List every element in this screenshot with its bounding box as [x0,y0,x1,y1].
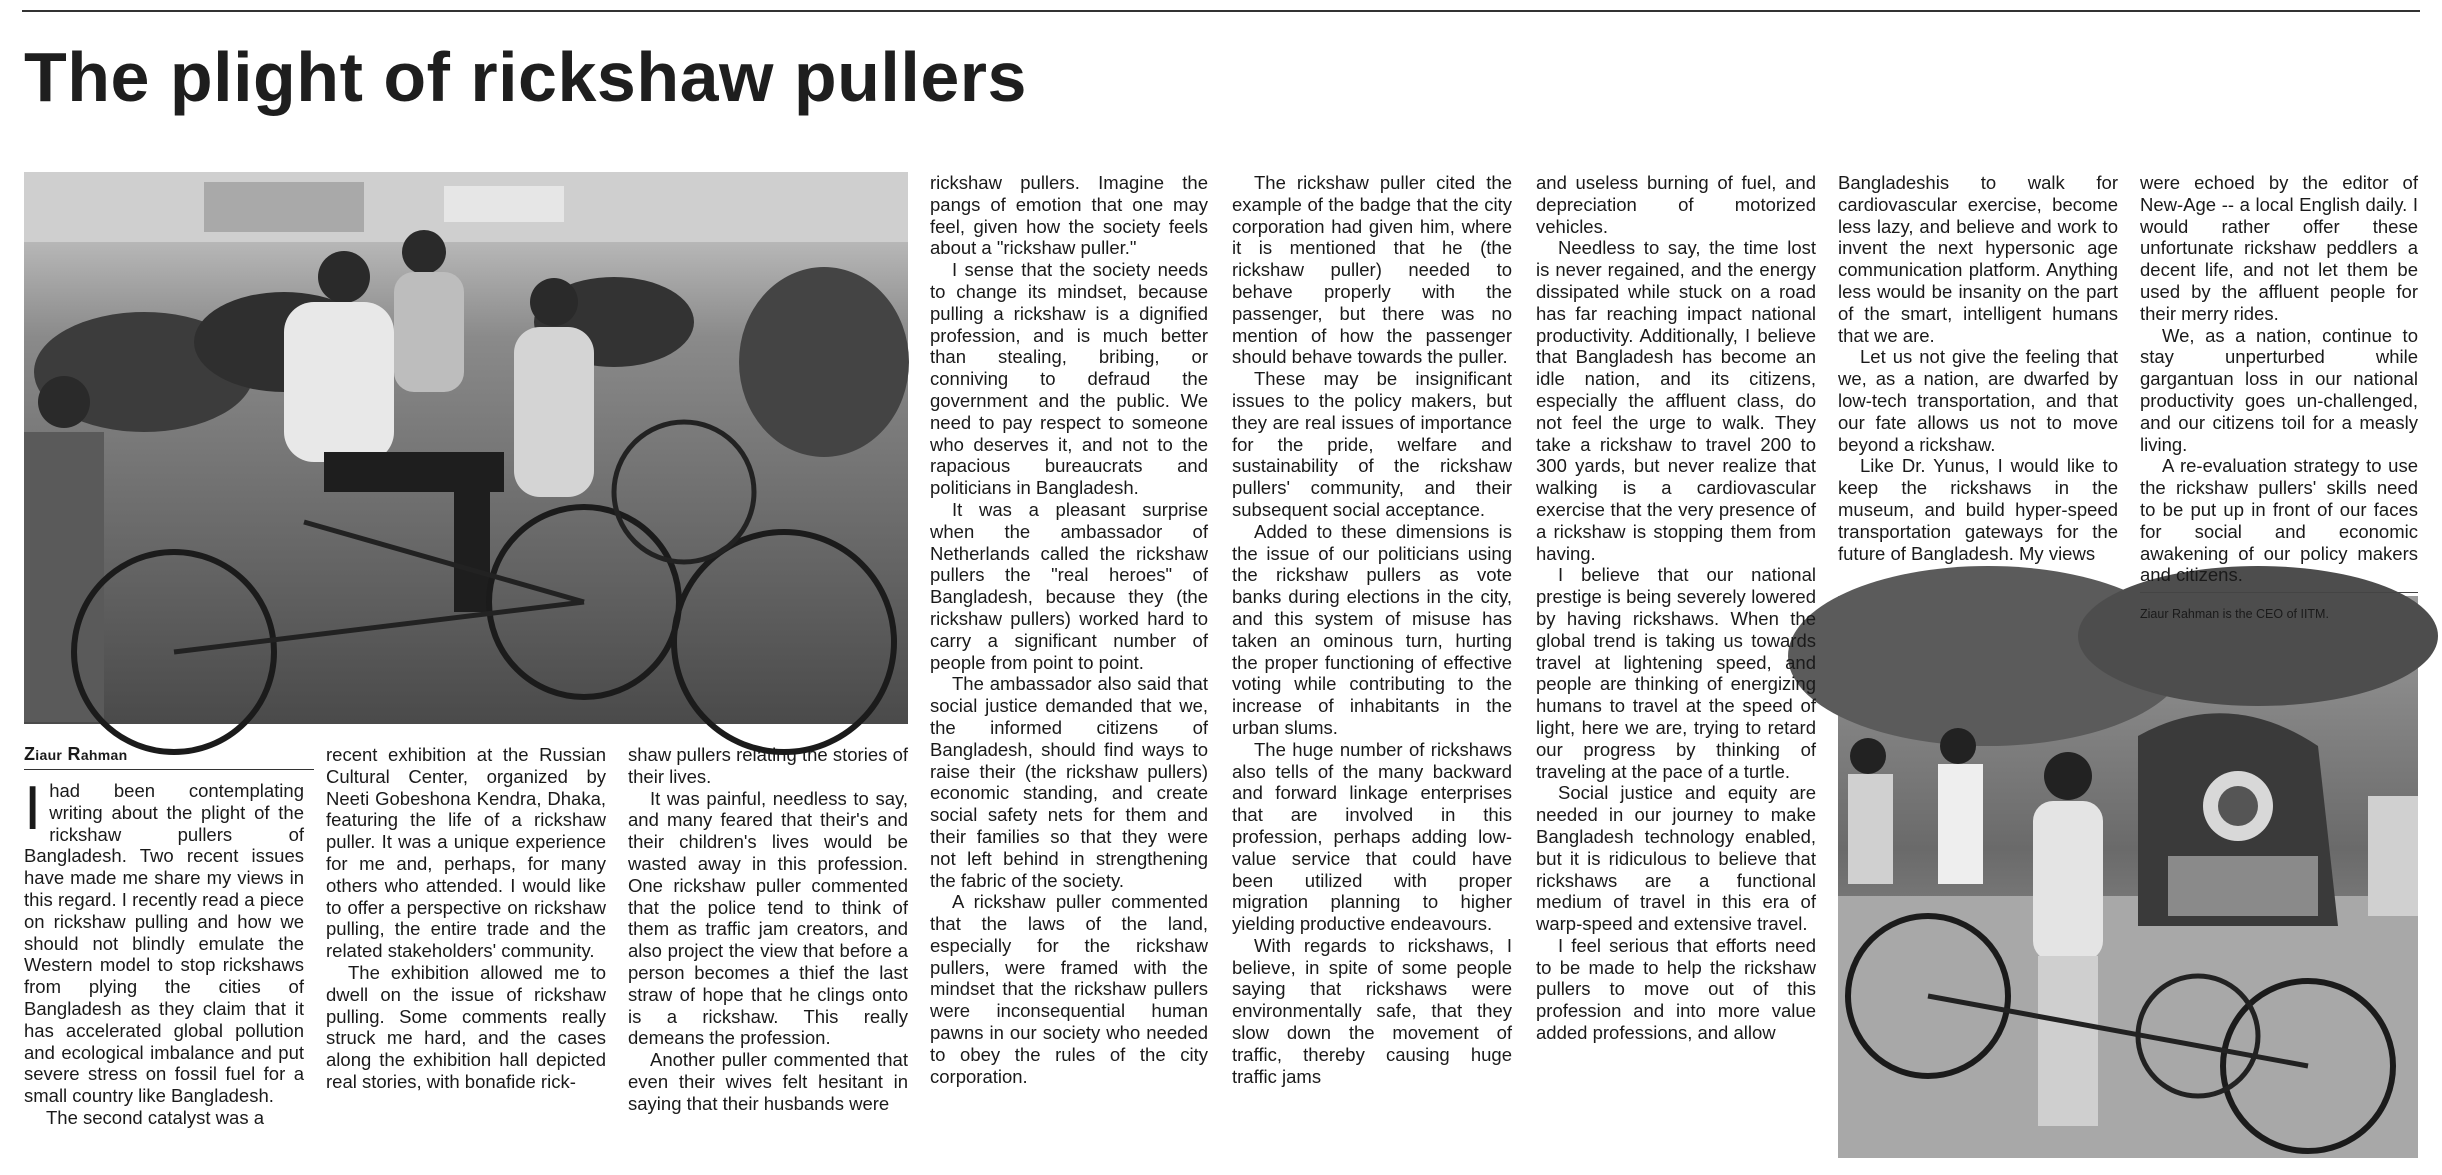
article-column-2: recent exhibition at the Russian Cultural Center, organized by Neeti Gobeshona Kendra, Dhaka, featuring the life of a rickshaw puller. It was a unique experience for me and, perhaps, for many others who attended. I would like to offer a perspective on rickshaw pulling, the entire trade and the related stakeholders' community. The exhibition allowed me to dwell on the issue of rickshaw pulling. Some comments really struck me hard, and the cases along the exhibition hall depicted real stories, with bonafide rick- [326,744,606,1092]
article-column-4: rickshaw pullers. Imagine the pangs of emotion that one may feel, given how the society feels about a "rickshaw puller." I sense that the society needs to change its mindset, because pulling a rickshaw is a dignified profession, and is much better than stealing, bribing, or conniving to defraud the government and the public. We need to pay respect to someone who deserves it, and not to the rapacious bureaucrats and politicians in Bangladesh. It was a pleasant surprise when the ambassador of Netherlands called the rickshaw pullers the "real heroes" of Bangladesh, because they (the rickshaw pullers) worked hard to carry a significant number of people from point to point. The ambassador also said that social justice demanded that we, the informed citizens of Bangladesh, should find ways to raise their (the rickshaw pullers) economic standing, and create social safety nets for them and their families so that they were not left behind in strengthening the fabric of the society. A rickshaw puller commented that the laws of the land, especially for the rickshaw pullers, were framed with the mindset that the rickshaw pullers were inconsequential human pawns in our society who needed to obey the rules of the city corporation. [930,172,1208,1087]
headline: The plight of rickshaw pullers [24,38,1027,116]
article-column-1: Ihad been contemplating writing about the plight of the rickshaw pullers of Bangladesh. Two recent issues have made me share my views in this regard. I recently read a piece on rickshaw pulling and how we should not blindly emulate the Western model to stop rickshaws from plying the cities of Bangladesh as they claim that it has accelerated global pollution and ecological imbalance and put severe stress on fossil fuel for a small country like Bangladesh. The second catalyst was a [24,774,304,1128]
photo-rickshaw-pullers-waiting [24,172,908,724]
article-column-8: were echoed by the editor of New-Age -- a local English daily. I would rather offer these unfortunate rickshaw peddlers a decent life, and not let them be used by the affluent people for their merry rides. We, as a nation, continue to stay unperturbed while gargantuan loss in our national productivity goes un-challenged, and our citizens toil for a measly living. A re-evaluation strategy to use the rickshaw pullers' skills need to be put up in front of our faces for social and economic awakening of our policy makers and citizens. Ziaur Rahman is the CEO of IITM. [2140,172,2418,622]
article-column-5: The rickshaw puller cited the example of the badge that the city corporation had given him, where it is mentioned that he (the rickshaw puller) needed to behave properly with the passenger, but there was no mention of how the passenger should behave towards the puller. These may be insignificant issues to the policy makers, but they are real issues of importance for the pride, welfare and sustainability of the rickshaw pullers' community, and their subsequent social acceptance. Added to these dimensions is the issue of our politicians using the rickshaw pullers as vote banks during elections in the city, and this system of misuse has taken an ominous turn, hurting the proper functioning of effective voting while contributing to the increase of inhabitants in the urban slums. The huge number of rickshaws also tells of the many backward and forward linkage enterprises that are involved in this profession, perhaps adding low-value service that could have been utilized with proper migration planning to higher yielding productive endeavours. With regards to rickshaws, I believe, in spite of some people saying that rickshaws were environmentally safe, that they slow down the movement of traffic, thereby causing huge traffic jams [1232,172,1512,1087]
article-column-3: shaw pullers relating the stories of their lives. It was painful, needless to say, and many feared that their's and their children's lives would be wasted away in this profession. One rickshaw puller commented that the police tend to think of them as traffic jam creators, and also project the view that before a person becomes a thief the last straw of hope that he clings onto is a rickshaw. This really demeans the profession. Another puller commented that even their wives felt hesitant in saying that their husbands were [628,744,908,1114]
end-rule [2140,592,2418,593]
drop-cap: I [24,774,42,843]
top-rule [22,10,2420,12]
byline: Ziaur Rahman [24,744,314,770]
article-column-7: Bangladeshis to walk for cardiovascular exercise, become less lazy, and believe and work to invent the next hypersonic age communication platform. Anything less would be insanity on the part of the smart, intelligent humans that we are. Let us not give the feeling that we, as a nation, are dwarfed by low-tech transportation, and that our fate allows us not to move beyond a rickshaw. Like Dr. Yunus, I would like to keep the rickshaws in the museum, and build hyper-speed transportation gateways for the future of Bangladesh. My views [1838,172,2118,564]
author-footnote: Ziaur Rahman is the CEO of IITM. [2140,607,2329,622]
photo-decorated-rickshaw [1838,596,2418,1158]
article-column-6: and useless burning of fuel, and depreciation of motorized vehicles. Needless to say, the time lost is never regained, and the energy dissipated while stuck on a road has far reaching impact national productivity. Additionally, I believe that Bangladesh has become an idle nation, and its citizens, especially the affluent class, do not feel the urge to walk. They take a rickshaw to travel 200 to 300 yards, but never realize that walking is a cardiovascular exercise that the very presence of a rickshaw is stopping them from having. I believe that our national prestige is being severely lowered by having rickshaws. When the global trend is taking us towards travel at lightening speed, and people are thinking of energizing humans to travel at the speed of light, here we are, trying to retard our progress by thinking of traveling at the pace of a turtle. Social justice and equity are needed in our journey to make Bangladesh technology enabled, but it is ridiculous to believe that rickshaws are a functional medium of travel in this era of warp-speed and extensive travel. I feel serious that efforts need to be made to help the rickshaw pullers to move out of this profession and into more value added professions, and allow [1536,172,1816,1044]
